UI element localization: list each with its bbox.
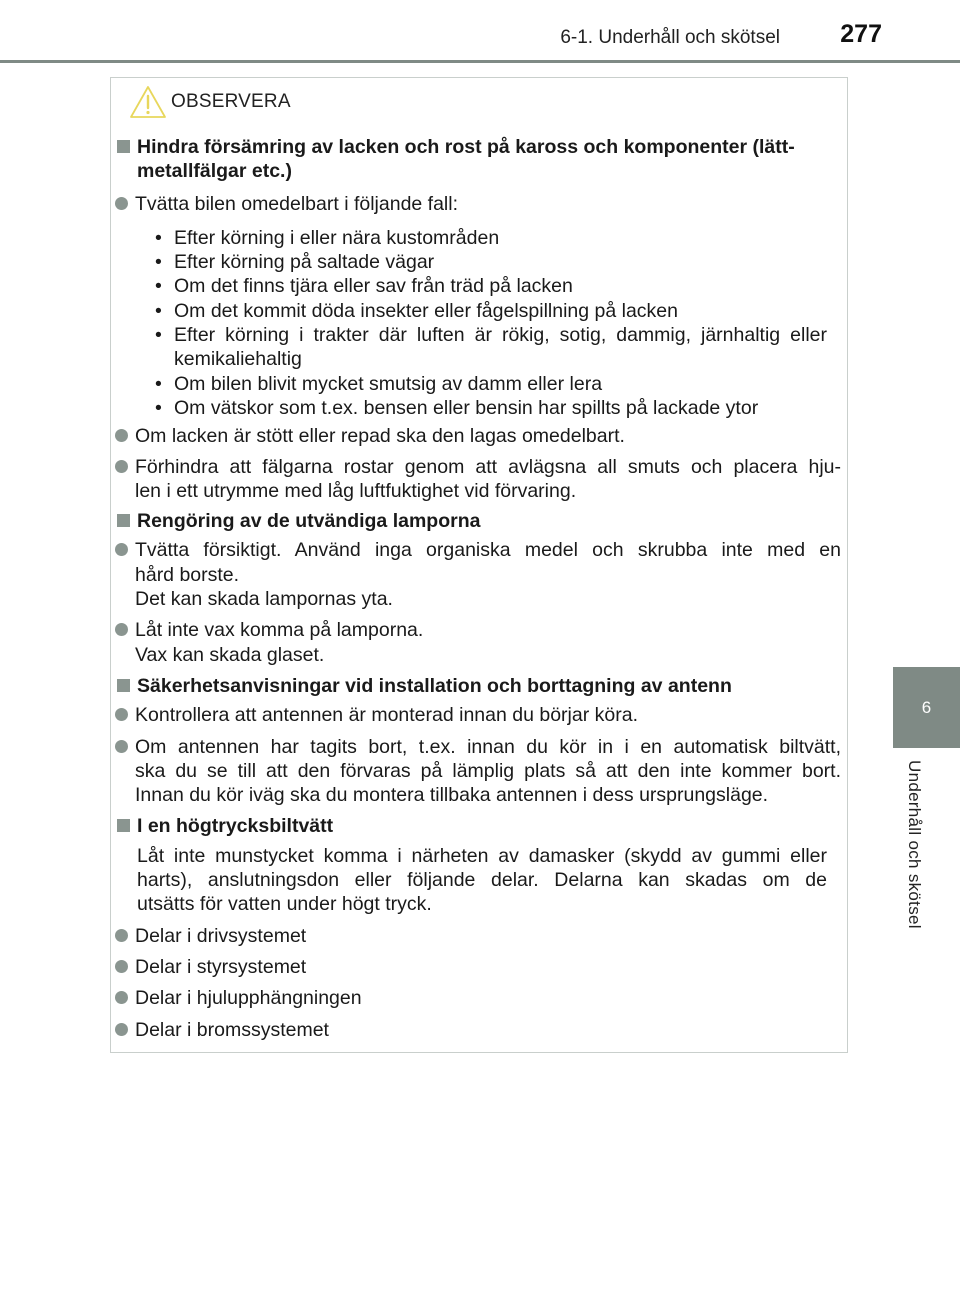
- section-heading-pressure-wash: I en högtrycksbiltvätt: [115, 814, 841, 838]
- square-bullet-icon: [115, 135, 137, 184]
- circle-bullet-icon: [115, 735, 135, 808]
- list-item: Om antennen har tagits bort, t.ex. innan du kör in i en automatisk biltvätt, ska du se till att den förvaras på lämplig plats så att den inte kommer bort. Innan du kör iväg ska du montera tillbaka antennen i dess ursprungsläge.: [115, 735, 841, 808]
- list-item: Kontrollera att antennen är monterad innan du börjar köra.: [115, 703, 841, 727]
- list-item: Förhindra att fälgarna rostar genom att avlägsna all smuts och placera hju- len i ett utrymme med låg luftfuktighet vid förvaring.: [115, 455, 841, 504]
- list-item: Delar i styrsystemet: [115, 955, 841, 979]
- notice-content: [115, 135, 841, 1042]
- circle-bullet-icon: [115, 955, 135, 979]
- square-bullet-icon: [115, 674, 137, 698]
- circle-bullet-icon: [115, 1018, 135, 1042]
- circle-bullet-icon: [115, 924, 135, 948]
- square-bullet-icon: [115, 814, 137, 838]
- circle-bullet-icon: [115, 986, 135, 1010]
- circle-bullet-icon: [115, 455, 135, 504]
- section-heading-lamps: Rengöring av de utvändiga lamporna: [115, 509, 841, 533]
- section-heading-antenna: Säkerhetsanvisningar vid installation och borttagning av antenn: [115, 674, 841, 698]
- square-bullet-icon: [115, 509, 137, 533]
- list-item: • Efter körning i trakter där luften är rökig, sotig, dammig, järnhaltig eller kemikaliehaltig: [155, 324, 827, 371]
- list-item: Om lacken är stött eller repad ska den lagas omedelbart.: [115, 424, 841, 448]
- list-item: • Om det kommit döda insekter eller fågelspillning på lacken: [155, 299, 679, 322]
- list-item: Låt inte vax komma på lamporna. Vax kan skada glaset.: [115, 618, 841, 667]
- list-item: Delar i drivsystemet: [115, 924, 841, 948]
- section-title: 6-1. Underhåll och skötsel: [560, 27, 780, 48]
- circle-bullet-icon: [115, 618, 135, 667]
- header-rule: [0, 60, 960, 63]
- circle-bullet-icon: [115, 192, 135, 216]
- list-item: Tvätta försiktigt. Använd inga organiska medel och skrubba inte med en hård borste. Det kan skada lampornas yta.: [115, 538, 841, 611]
- notice-box: [110, 77, 848, 1053]
- list-item: Delar i bromssystemet: [115, 1018, 841, 1042]
- section-heading-paint: Hindra försämring av lacken och rost på kaross och komponenter (lätt- metallfälgar etc.): [115, 135, 841, 184]
- page-number: 277: [840, 20, 882, 48]
- list-item: • Efter körning på saltade vägar: [155, 251, 435, 274]
- circle-bullet-icon: [115, 424, 135, 448]
- list-item: • Om det finns tjära eller sav från träd på lacken: [155, 275, 573, 298]
- chapter-tab: [893, 667, 960, 748]
- circle-bullet-icon: [115, 538, 135, 611]
- list-item: Delar i hjulupphängningen: [115, 986, 841, 1010]
- circle-bullet-icon: [115, 703, 135, 727]
- list-item: • Om bilen blivit mycket smutsig av damm eller lera: [155, 372, 603, 395]
- warning-triangle-icon: [129, 85, 167, 119]
- paragraph: Låt inte munstycket komma i närheten av damasker (skydd av gummi eller harts), anslutningsdon eller följande delar. Delarna kan skadas om de utsätts för vatten under högt tryck.: [137, 844, 827, 916]
- list-item: • Efter körning i eller nära kustområden: [155, 226, 500, 249]
- bullet-list: [115, 226, 841, 420]
- notice-header: [129, 85, 291, 119]
- list-item: • Om vätskor som t.ex. bensen eller bensin har spillts på lackade ytor: [155, 396, 759, 419]
- notice-title: OBSERVERA: [171, 91, 291, 112]
- list-item: Tvätta bilen omedelbart i följande fall:: [115, 192, 841, 216]
- chapter-label: Underhåll och skötsel: [905, 760, 924, 929]
- chapter-number: 6: [921, 697, 932, 717]
